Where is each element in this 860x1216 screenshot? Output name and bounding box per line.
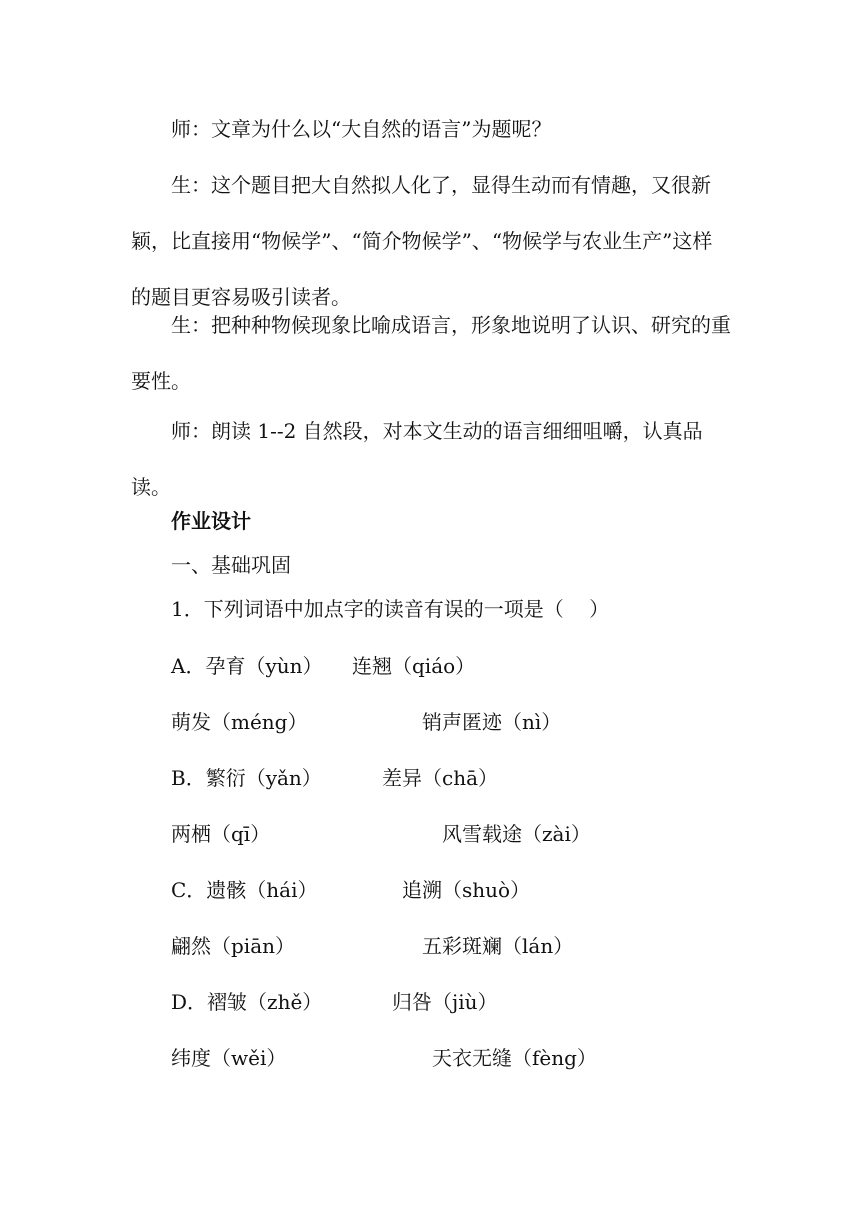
option-d-word-4: 天衣无缝（fèng） [432,1046,597,1070]
dialogue-teacher-question: 师：文章为什么以“大自然的语言”为题呢？ [171,117,552,141]
option-b-word-2: 差异（chā） [382,766,499,790]
option-a-word-1: A．孕育（yùn） [171,654,323,678]
option-d-word-3: 纬度（wěi） [171,1046,287,1070]
option-b-word-1: B．繁衍（yǎn） [171,766,322,790]
option-b-word-4: 风雪载途（zài） [442,822,591,846]
option-a-word-4: 销声匿迹（nì） [422,710,562,734]
question-text: 1．下列词语中加点字的读音有误的一项是（ ） [171,597,610,621]
dialogue-student-answer-1: 生：这个题目把大自然拟人化了，显得生动而有情趣，又很新颖，比直接用“物候学”、“简介物候学”、“物候学与农业生产”这样的题目更容易吸引读者。 [131,173,713,309]
option-d-word-1: D．褶皱（zhě） [171,990,323,1014]
option-c-word-1: C．遗骸（hái） [171,878,318,902]
option-b-word-3: 两栖（qī） [171,822,271,846]
dialogue-teacher-instruction: 师：朗读 1--2 自然段，对本文生动的语言细细咀嚼，认真品读。 [131,419,703,499]
option-c-word-4: 五彩斑斓（lán） [422,934,574,958]
dialogue-student-answer-2: 生：把种种物候现象比喻成语言，形象地说明了认识、研究的重要性。 [131,313,731,393]
option-c-word-3: 翩然（piān） [171,934,296,958]
option-d-word-2: 归咎（jiù） [392,990,498,1014]
option-a-word-3: 萌发（méng） [171,710,308,734]
section-heading: 一、基础巩固 [171,553,291,577]
homework-title: 作业设计 [171,509,251,533]
option-a-word-2: 连翘（qiáo） [352,654,476,678]
option-c-word-2: 追溯（shuò） [402,878,531,902]
